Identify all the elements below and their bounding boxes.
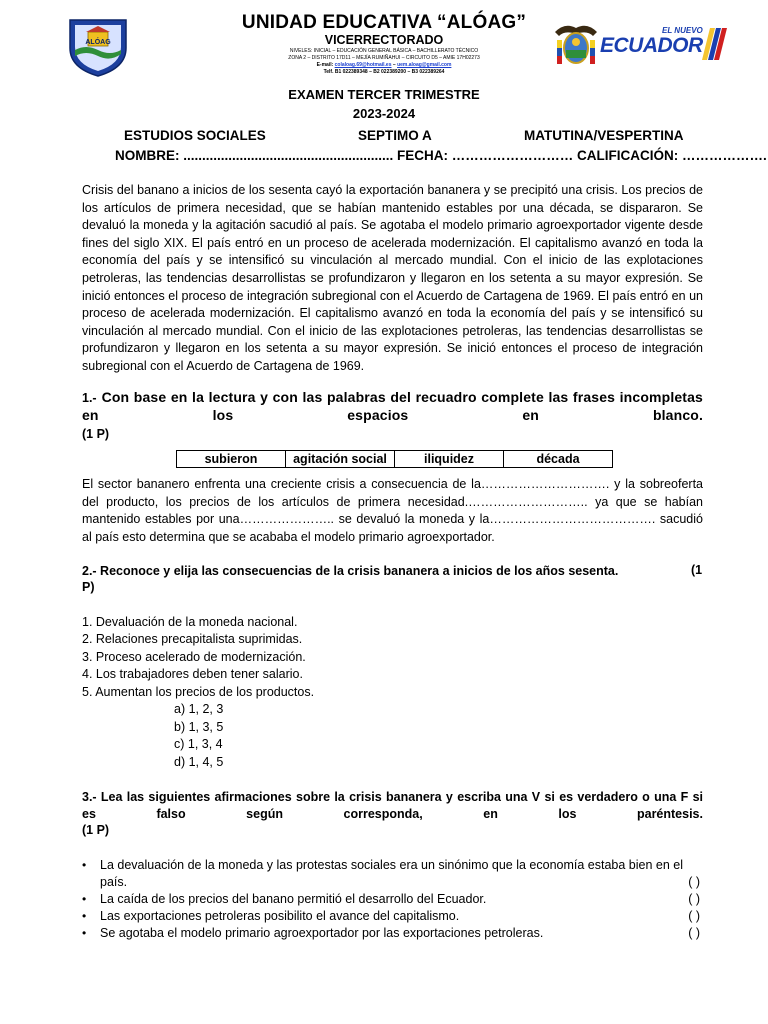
question-1-number: 1.- bbox=[82, 391, 97, 405]
question-2 bbox=[82, 563, 703, 580]
statement-text: La devaluación de la moneda y las protestas sociales era un sinónimo que la economía estaba bien en el país. bbox=[100, 858, 684, 889]
school-zone: ZONA 2 – DISTRITO 17D11 – MEJÍA RUMIÑAHUI – CIRCUITO D5 – AMIE 17H02273 bbox=[288, 55, 480, 61]
school-name: UNIDAD EDUCATIVA “ALÓAG” bbox=[241, 12, 527, 33]
word-box-cell: subieron bbox=[177, 451, 286, 468]
question-2-points-b: P) bbox=[82, 580, 95, 594]
bullet-icon: • bbox=[82, 892, 87, 906]
list-item: 3. Proceso acelerado de modernización. bbox=[82, 649, 306, 664]
answer-option-b[interactable]: b) 1, 3, 5 bbox=[174, 719, 224, 734]
question-2-items bbox=[82, 614, 703, 701]
list-item: 5. Aumentan los precios de los productos. bbox=[82, 684, 315, 699]
question-2-text: 2.- Reconoce y elija las consecuencias de la crisis bananera a inicios de los años sesenta. bbox=[82, 564, 619, 578]
exam-year: 2023-2024 bbox=[352, 106, 416, 121]
answer-parenthesis[interactable]: ( ) bbox=[688, 926, 700, 940]
el-nuevo-label: EL NUEVO bbox=[662, 26, 703, 35]
reading-passage bbox=[82, 182, 703, 376]
answer-option-d[interactable]: d) 1, 4, 5 bbox=[174, 754, 224, 769]
question-1-paragraph bbox=[82, 476, 703, 546]
question-3-points: (1 P) bbox=[82, 823, 110, 837]
question-3 bbox=[82, 789, 703, 823]
school-phones: Telf. B1 022389348 – B2 022389200 – B3 022389264 bbox=[323, 69, 445, 75]
email-link-2[interactable]: uem.aloag@gmail.com bbox=[397, 62, 452, 68]
bullet-icon: • bbox=[82, 858, 87, 872]
ecuador-wordmark: ECUADOR bbox=[600, 34, 703, 57]
word-box-cell: agitación social bbox=[286, 451, 395, 468]
statement-item bbox=[82, 925, 703, 942]
question-1-points: (1 P) bbox=[82, 427, 110, 441]
grade: SEPTIMO A bbox=[358, 128, 432, 143]
statement-text: Las exportaciones petroleras posibilito el avance del capitalismo. bbox=[100, 909, 460, 923]
subject: ESTUDIOS SOCIALES bbox=[124, 128, 266, 143]
list-item: 2. Relaciones precapitalista suprimidas. bbox=[82, 632, 303, 647]
list-item: 4. Los trabajadores deben tener salario. bbox=[82, 667, 303, 682]
question-3-statements bbox=[82, 857, 703, 942]
answer-option-a[interactable]: a) 1, 2, 3 bbox=[174, 702, 224, 716]
reading-text: Crisis del banano a inicios de los sesenta cayó la exportación bananera y se precipitó una crisis. Los precios de los artículos de primera necesidad, que se habían mantenido estables por una década, se dispararon. Se devaluó la moneda y la agitación sacudió al país. Se agotaba el modelo primario agroexportador vigente desde fines del siglo XIX. El país entró en un proceso de acelerada modernización. El capitalismo avanzó en toda la economía del país y se intensificó su vinculación al mercado mundial. Con el inicio de las explotaciones petroleras, las tendencias desarrollistas se profundizaron y llegaron en los setenta a su mayor expresión. Se inició entonces el proceso de integración subregional con el Acuerdo de Cartagena de 1969. El país entró en un proceso de acelerada modernización. El capitalismo avanzó en toda la economía del país y se intensificó su vinculación al mercado mundial. Con el inicio de las explotaciones petroleras, las tendencias desarrollistas se profundizaron y llegaron en los setenta a su mayor expresión. Se inició entonces el proceso de integración subregional con el Acuerdo de Cartagena de 1969. bbox=[82, 183, 703, 373]
answer-parenthesis[interactable]: ( ) bbox=[688, 909, 700, 923]
email-link-1[interactable]: colaloag.69@hotmail.es bbox=[334, 62, 392, 68]
shift: MATUTINA/VESPERTINA bbox=[524, 128, 684, 143]
school-levels: NIVELES: INICIAL – EDUCACIÓN GENERAL BÁSICA – BACHILLERATO TÉCNICO bbox=[289, 48, 479, 54]
answer-parenthesis[interactable]: ( ) bbox=[688, 875, 700, 889]
word-box bbox=[176, 450, 613, 468]
question-3-text: 3.- Lea las siguientes afirmaciones sobre la crisis bananera y escriba una V si es verdadero o una F si es falso según corresponda, en los paréntesis. bbox=[82, 790, 703, 821]
bullet-icon: • bbox=[82, 926, 87, 940]
statement-item bbox=[82, 857, 703, 891]
word-box-cell: iliquidez bbox=[395, 451, 504, 468]
statement-text: La caída de los precios del banano permitió el desarrollo del Ecuador. bbox=[100, 892, 487, 906]
school-emails bbox=[200, 62, 568, 68]
statement-item bbox=[82, 891, 703, 908]
email-label: E-mail: bbox=[316, 62, 334, 68]
exam-title: EXAMEN TERCER TRIMESTRE bbox=[288, 87, 480, 102]
vice-rectorate: VICERRECTORADO bbox=[324, 33, 444, 47]
email-separator: – bbox=[392, 62, 396, 68]
word-box-cell: década bbox=[504, 451, 613, 468]
question-1-text: Con base en la lectura y con las palabras del recuadro complete las frases incompletas en los espacios en blanco. bbox=[82, 389, 703, 423]
statement-item bbox=[82, 908, 703, 925]
question-2-points-a: (1 bbox=[691, 563, 703, 577]
answer-option-c[interactable]: c) 1, 3, 4 bbox=[174, 737, 223, 751]
fill-in-text[interactable]: El sector bananero enfrenta una creciente crisis a consecuencia de la…………………………. y la sobreoferta del producto, los precios de los artículos de primera necesidad.……………………….. ya que se habían mantenido estables por una………………….. se devaluó la moneda y la…………………………………. sacudió al país esto determina que se acababa el modelo primario agroexportador. bbox=[82, 477, 703, 544]
student-fields[interactable]: NOMBRE: ........................................................ FECHA: ……………………… CALIFICACIÓN: ………………. bbox=[115, 148, 767, 163]
school-logo-text: ALÓAG bbox=[85, 39, 111, 46]
bullet-icon: • bbox=[82, 909, 87, 923]
answer-parenthesis[interactable]: ( ) bbox=[688, 892, 700, 906]
statement-text: Se agotaba el modelo primario agroexportador por las exportaciones petroleras. bbox=[100, 926, 544, 940]
question-2-options bbox=[174, 701, 223, 771]
question-1 bbox=[82, 389, 703, 424]
list-item: 1. Devaluación de la moneda nacional. bbox=[82, 615, 298, 629]
